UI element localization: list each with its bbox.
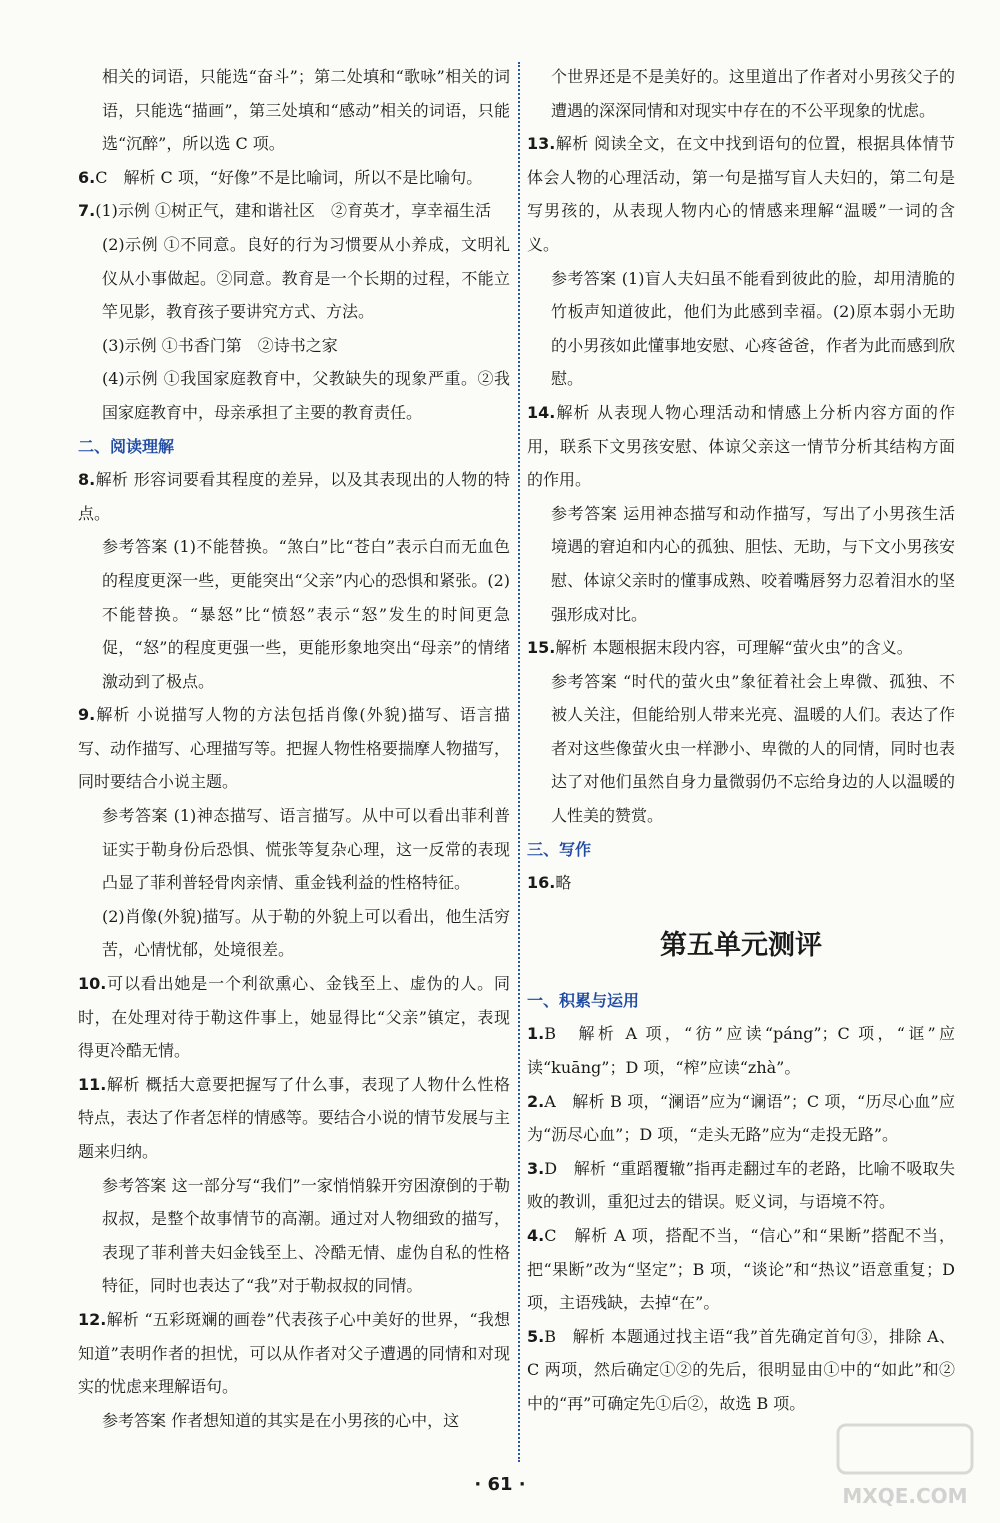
answer-paragraph — [78, 228, 510, 329]
item-number: 13. — [527, 134, 556, 154]
item-number: 11. — [78, 1074, 107, 1094]
item-text: 解析 概括大意要把握写了什么事，表现了人物什么性格特点，表达了作者怎样的情感等。要结合小说的情节发展与主题来归纳。 — [78, 1074, 511, 1161]
item-text: 参考答案 这一部分写“我们”一家悄悄躲开穷困潦倒的于勒叔叔，是整个故事情节的高潮。通过对人物细致的描写，表现了菲利普夫妇金钱至上、冷酷无情、虚伪自私的性格特征，同时也表达了“我”对于勒叔叔的同情。 — [102, 1175, 510, 1296]
item-text: 解析 小说描写人物的方法包括肖像(外貌)描写、语言描写、动作描写、心理描写等。把握人物性格要揣摩人物描写，同时要结合小说主题。 — [78, 705, 511, 792]
item-number: 7. — [78, 201, 96, 221]
right-column — [527, 60, 955, 1421]
answer-item — [527, 1219, 955, 1320]
item-number: 8. — [78, 470, 96, 490]
item-number: 1. — [527, 1024, 545, 1044]
item-number: 9. — [78, 705, 96, 725]
item-text: 略 — [555, 873, 572, 893]
answer-item — [527, 127, 955, 261]
item-text: 参考答案 (1)神态描写、语言描写。从中可以看出菲利普证实于勒身份后恐惧、慌张等复杂心理，这一反常的表现凸显了菲利普轻骨肉亲情、重金钱利益的性格特征。 — [102, 806, 510, 893]
item-number: 12. — [78, 1309, 107, 1329]
answer-paragraph — [78, 900, 510, 967]
answer-item — [78, 463, 510, 530]
watermark-logo — [830, 1415, 980, 1515]
unit-title: 第五单元测评 — [660, 929, 822, 961]
answer-paragraph — [78, 60, 510, 161]
item-text: C 解析 A 项，搭配不当，“信心”和“果断”搭配不当，把“果断”改为“坚定”；B 项，“谈论”和“热议”语意重复；D 项，主语残缺，去掉“在”。 — [527, 1226, 955, 1313]
item-text: D 解析 “重蹈覆辙”指再走翻过车的老路，比喻不吸取失败的教训，重犯过去的错误。贬义词，与语境不符。 — [527, 1158, 955, 1212]
item-number: 4. — [527, 1226, 545, 1245]
item-text: 解析 本题根据末段内容，可理解“萤火虫”的含义。 — [555, 638, 913, 658]
answer-item — [527, 1017, 955, 1084]
item-text: (1)示例 ①树正气，建和谐社区 ②育英才，享幸福生活 — [95, 201, 491, 221]
section-heading: 二、阅读理解 — [78, 436, 175, 456]
item-text: 参考答案 (1)盲人夫妇虽不能看到彼此的脸，却用清脆的竹板声知道彼此，他们为此感到幸福。(2)原本弱小无助的小男孩如此懂事地安慰、心疼爸爸，作者为此而感到欣慰。 — [551, 268, 955, 389]
answer-paragraph — [527, 60, 955, 127]
answer-paragraph — [78, 799, 510, 900]
item-text: A 解析 B 项，“澜语”应为“谰语”；C 项，“历尽心血”应为“沥尽心血”；D 项，“走头无路”应为“走投无路”。 — [527, 1091, 955, 1145]
answer-item — [78, 194, 510, 228]
page-number: · 61 · — [474, 1474, 526, 1495]
answer-paragraph — [78, 362, 510, 429]
item-text: 参考答案 运用神态描写和动作描写，写出了小男孩生活境遇的窘迫和内心的孤独、胆怯、无助，与下文小男孩安慰、体谅父亲时的懂事成熟、咬着嘴唇努力忍着泪水的坚强形成对比。 — [551, 503, 955, 624]
answer-item — [527, 396, 955, 497]
answer-paragraph — [527, 262, 955, 396]
answer-paragraph — [527, 497, 955, 631]
answer-item — [527, 631, 955, 665]
answer-paragraph — [78, 1404, 510, 1438]
item-number: 10. — [78, 974, 107, 994]
section-heading: 三、写作 — [527, 839, 592, 859]
item-text: 参考答案 “时代的萤火虫”象征着社会上卑微、孤独、不被人关注，但能给别人带来光亮、温暖的人们。表达了作者对这些像萤火虫一样渺小、卑微的人的同情，同时也表达了对他们虽然自身力量微弱仍不忘给身边的人以温暖的人性美的赞赏。 — [551, 671, 955, 826]
answer-item — [527, 1320, 955, 1421]
left-column — [78, 60, 510, 1437]
answer-item — [78, 161, 510, 195]
column-divider — [518, 62, 520, 1462]
watermark-text: MXQE.COM — [842, 1484, 968, 1508]
item-text: 可以看出她是一个利欲熏心、金钱至上、虚伪的人。同时，在处理对待于勒这件事上，她显得比“父亲”镇定，表现得更冷酷无情。 — [78, 974, 510, 1061]
item-text: B 解析 A 项，“彷”应读“páng”；C 项，“诓”应读“kuāng”；D 项，“榨”应读“zhà”。 — [527, 1024, 955, 1078]
item-text: 解析 从表现人物心理活动和情感上分析内容方面的作用，联系下文男孩安慰、体谅父亲这一情节分析其结构方面的作用。 — [527, 402, 955, 490]
answer-paragraph — [527, 665, 955, 833]
item-text: 参考答案 (1)不能替换。“煞白”比“苍白”表示白而无血色的程度更深一些，更能突出“父亲”内心的恐惧和紧张。(2)不能替换。“暴怒”比“愤怒”表示“怒”发生的时间更急促，“怒”的程度更强一些，更能形象地突出“母亲”的情绪激动到了极点。 — [102, 537, 510, 691]
item-text: C 解析 C 项，“好像”不是比喻词，所以不是比喻句。 — [95, 167, 483, 187]
item-text: 解析 阅读全文，在文中找到语句的位置，根据具体情节体会人物的心理活动，第一句是描写盲人夫妇的，第二句是写男孩的，从表现人物内心的情感来理解“温暖”一词的含义。 — [527, 134, 955, 254]
item-number: 14. — [527, 402, 556, 422]
item-text: (2)示例 ①不同意。良好的行为习惯要从小养成，文明礼仪从小事做起。②同意。教育是一个长期的过程，不能立竿见影，教育孩子要讲究方式、方法。 — [102, 234, 510, 322]
item-text: 解析 “五彩斑斓的画卷”代表孩子心中美好的世界，“我想知道”表明作者的担忧，可以从作者对父子遭遇的同情和对现实的忧虑来理解语句。 — [78, 1309, 510, 1397]
answer-item — [78, 1068, 510, 1169]
item-text: (3)示例 ①书香门第 ②诗书之家 — [102, 335, 338, 355]
item-text: 参考答案 作者想知道的其实是在小男孩的心中，这 — [102, 1410, 460, 1430]
item-text: 解析 形容词要看其程度的差异，以及其表现出的人物的特点。 — [78, 470, 510, 523]
section-heading: 一、积累与运用 — [527, 990, 640, 1010]
item-number: 5. — [527, 1326, 545, 1346]
item-text: (4)示例 ①我国家庭教育中，父教缺失的现象严重。②我国家庭教育中，母亲承担了主要的教育责任。 — [102, 369, 510, 422]
answer-paragraph — [78, 530, 510, 698]
item-text: 相关的词语，只能选“奋斗”；第二处填和“歌咏”相关的词语，只能选“描画”，第三处填和“感动”相关的词语，只能选“沉醉”，所以选 C 项。 — [102, 67, 510, 154]
answer-item — [527, 1085, 955, 1152]
item-text: 个世界还是不是美好的。这里道出了作者对小男孩父子的遭遇的深深同情和对现实中存在的不公平现象的忧虑。 — [551, 67, 955, 120]
answer-item — [527, 866, 955, 900]
answer-item — [78, 967, 510, 1068]
item-number: 3. — [527, 1158, 545, 1178]
answer-item — [78, 1303, 510, 1404]
answer-paragraph — [78, 329, 510, 363]
answer-item — [527, 1152, 955, 1219]
item-text: (2)肖像(外貌)描写。从于勒的外貌上可以看出，他生活穷苦，心情忧郁，处境很差。 — [102, 906, 510, 960]
item-number: 2. — [527, 1091, 545, 1111]
answer-paragraph — [78, 1169, 510, 1303]
item-number: 15. — [527, 638, 556, 658]
item-text: B 解析 本题通过找主语“我”首先确定首句③，排除 A、C 两项，然后确定①②的先后，很明显由①中的“如此”和②中的“再”可确定先①后②，故选 B 项。 — [527, 1326, 955, 1413]
item-number: 16. — [527, 873, 556, 893]
item-number: 6. — [78, 167, 96, 187]
answer-item — [78, 698, 510, 799]
